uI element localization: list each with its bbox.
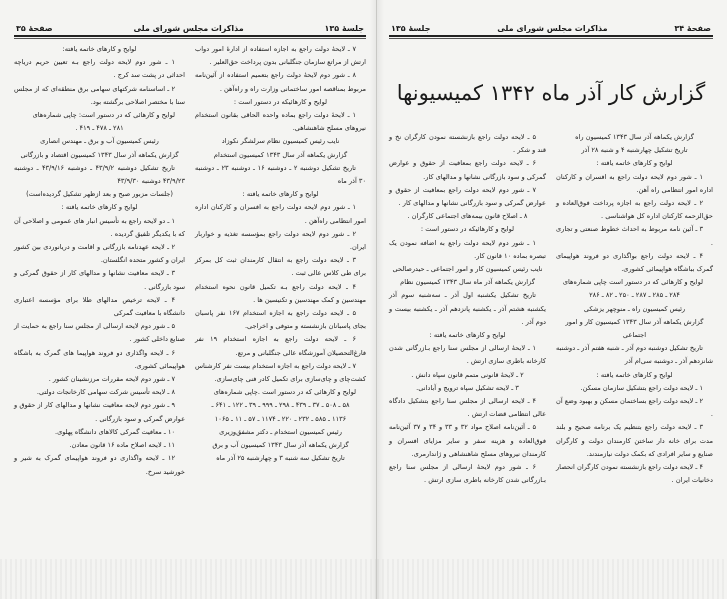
paragraph: ۱۱۳۶ ـ ۵۸۵ ـ ۲۳۲ ـ ۲۲۰ ـ ۱۱۷۴ ـ ۵۷ ـ ۱۱ ـ ۱۰۶۵ bbox=[214, 414, 347, 423]
column-left bbox=[389, 131, 546, 487]
paragraph: تاریخ تشکیل یکشنبه اول آذر ـ سه‌شنبه سوم آذر یکشنبه هشتم آذر ـ یکشنبه پانزدهم آذر ـ یکشنبه بیست و دوم آذر . bbox=[389, 291, 546, 326]
header-rule bbox=[389, 38, 713, 39]
journal-title: مذاکرات مجلس شورای ملی bbox=[133, 24, 244, 33]
paragraph: ۵ ـ لایحه دولت راجع به اجازه استخدام ۱۶۷ نفر پاسبان بجای پاسبانان بازنشسته و متوفی و اخراجی. bbox=[195, 309, 366, 331]
paragraph: نایب رئیس کمیسیون نظام سرلشگر نکوزاد bbox=[221, 137, 340, 146]
paragraph: ۳ ـ لایحه دولت راجع بتنظیم یک برنامه صحیح و بلند مدت برای خانه دار ساختن کارمندان دولت و کارگران صنایع و سایر افرادی که بکمک دولت نیازمندند. bbox=[556, 423, 713, 458]
paragraph: ۵ ـ شور دوم لایحه ارسالی از مجلس سنا راجع به حمایت از صنایع داخلی کشور . bbox=[14, 322, 185, 344]
paragraph: تاریخ تشکیل دوشنبه دوم آذر ـ شنبه هفتم آذر ـ دوشنبه شانزدهم آذر ـ دوشنبه سی‌ام آذر bbox=[556, 344, 713, 366]
paragraph: ۶ ـ لایحه دولت راجع به اجازه استخدام ۱۹ نفر فارغ‌التحصیلان آموزشگاه عالی جنگلبانی و مرتع. bbox=[195, 335, 366, 357]
paragraph: لوایح و کارهای خاتمه یافته: bbox=[62, 45, 137, 53]
paragraph: تاریخ تشکیل چهارشنبه ۴ و شنبه ۲۸ آذر bbox=[581, 146, 688, 155]
paragraph: ۷ ـ لایحه دولت راجع به اجازه استخدام بیست نفر کارشناس کشت‌چای و چای‌سازی برای تکمیل کادر فنی چای‌سازی. bbox=[195, 361, 366, 384]
paragraph: گزارش یکماهه آذر سال ۱۳۴۳ کمیسیون آب و برق bbox=[212, 441, 349, 450]
paragraph: ۳ ـ آئین نامه مربوط به احداث خطوط صنعتی و تجاری . bbox=[556, 225, 713, 247]
paragraph: لوایح و کارهای خاتمه یافته : bbox=[61, 203, 138, 212]
running-head bbox=[14, 24, 366, 37]
paragraph: ۱ ـ شور دوم لایحه دولت راجع به افسران و کارکنان اداره امور انتظامی راه‌آهن . bbox=[195, 203, 366, 225]
paragraph: تاریخ تشکیل دوشنبه ۴۳/۹/۲ ـ دوشنبه ۴۳/۹/۱۶ ـ دوشنبه ۴۳/۹/۲۳ دوشنبه ۴۳/۹/۳۰ bbox=[14, 163, 185, 186]
paragraph: ۸ ـ شور دوم لایحهٔ دولت راجع بتعمیم استفاده از آئین‌نامه مربوط بمناقصه امور ساختمانی وزارت راه و راه‌آهن . bbox=[195, 71, 366, 93]
paragraph: لوایح و کارهای خاتمه یافته : bbox=[596, 159, 673, 168]
paragraph: ۲۸۱ ـ ۴۷۸ ـ ۴۱۹ . bbox=[75, 124, 124, 133]
paragraph: ۱ ـ شور دوم لایحه دولت راجع به اضافه نمودن یک تبصره بماده ۱۰ قانون کار. bbox=[389, 238, 546, 260]
paragraph: ۸ ـ لایحه تأسیس شرکت سهامی کارخانجات دولتی. bbox=[36, 388, 175, 397]
paragraph: ۶ ـ شور دوم لایحهٔ ارسالی از مجلس سنا راجع بـازرگانی شدن کارخانه باطری سازی ارتش . bbox=[389, 463, 546, 485]
paragraph: ۱۲ ـ لایحه واگذاری دو فروند هواپیمای گمرک به شیر و خورشید سرخ. bbox=[14, 454, 185, 476]
paragraph: گزارش یکماهه آذر سال ۱۳۴۳ کمیسیون اقتصاد و بازرگانی bbox=[20, 150, 179, 159]
paragraph: لوایح و کارهائی که در دستور است چاپی شماره‌های bbox=[562, 278, 703, 287]
paragraph: ۵ ـ آئین‌نامه اصلاح مواد ۳۲ و ۳۳ و ۳۴ و ۳۷ آئین‌نامه فوق‌العاده و هزینه سفر و سایر مزایای افسران و کارمندان نیروهای مسلح شاهنشاهی و ژاندارمری. bbox=[389, 423, 546, 458]
paragraph: لوایح و کارهای خاتمه یافته : bbox=[596, 370, 673, 379]
scan-noise bbox=[0, 559, 376, 599]
page-number: صفحهٔ ۳۴ bbox=[674, 24, 711, 33]
paragraph: لوایح و کارهای خاتمه یافته : bbox=[429, 331, 506, 340]
header-rule bbox=[14, 38, 366, 39]
paragraph: ۱۰ ـ معافیت گمرکی کالاهای دانشگاه پهلوی. bbox=[54, 427, 175, 436]
paragraph: رئیس کمیسیون استخدام ـ دکتر مشفق‌وزیری bbox=[219, 427, 342, 436]
paragraph: گزارش یکماهه آذر سال ۱۳۴۳ کمیسیون راه bbox=[575, 133, 694, 141]
paragraph: لوایح و کارهائی که در دستور است .چاپی شماره‌های bbox=[213, 388, 356, 397]
paragraph: رئیس کمیسیون آب و برق ـ مهندس انصاری bbox=[40, 137, 159, 146]
running-head bbox=[389, 24, 713, 37]
paragraph: ۷ ـ لایحهٔ دولت راجع به اجازه استفاده از ادارهٔ امور دواب ارتش از مراتع سازمان جنگلبانی بدون پرداخت حق‌العلیر . bbox=[195, 45, 366, 67]
column-right bbox=[195, 43, 366, 479]
scan-noise bbox=[377, 559, 727, 599]
paragraph: ۱ ـ لایحه دولت راجع بتشکیل سازمان مسکن. bbox=[580, 383, 703, 392]
paragraph: گزارش یکماهه آذر سال ۱۳۴۳ کمیسیون کار و امور اجتماعی bbox=[565, 317, 704, 340]
paragraph: ۹ ـ شور دوم لایحه معافیت نشانها و مدالهای کار از حقوق و عوارض گمرکی و سود بازرگانی . bbox=[14, 401, 185, 423]
paragraph: گزارش یکماهه آذر سال ۱۳۴۳ کمیسیون استخدام bbox=[213, 150, 348, 159]
paragraph: ۲ ـ لایحهٔ قانونی متمم قانون سپاه دانش . bbox=[411, 370, 524, 379]
paragraph: ۴ ـ لایحه دولت راجع بـه تکمیل قانون نحوه استخدام مهندسین و کمک مهندسین و تکنیسین ها . bbox=[195, 282, 366, 304]
paragraph: ۵۸ ـ ۵۰۸ ـ ۳۷ ـ ۴۳۹ ـ ۲۹۸ ـ ۹۹۹ ـ ۳۹ ـ ۱۲۲ ـ ۶۴۱ ـ bbox=[211, 401, 350, 410]
paragraph: تاریخ تشکیل سه شنبه ۳ و چهارشنبه ۲۵ آذر ماه bbox=[216, 454, 345, 463]
paragraph: لوایح و کارهای خاتمه یافته : bbox=[242, 190, 319, 199]
paragraph: ۴ ـ لایحه ترخیص مدالهای طلا برای مؤسسه اعتباری دانشگاه با معافیت گمرکی bbox=[14, 295, 185, 318]
paragraph: ۲ ـ لایحه عهدنامه بازرگانی و اقامت و دریانوردی بین کشور ایران و کشور متحده انگلستان. bbox=[14, 243, 185, 265]
page-number: صفحهٔ ۳۵ bbox=[16, 24, 53, 33]
paragraph: رئیس کمیسیون راه ـ منوچهر یزشکی bbox=[583, 304, 686, 313]
paragraph: ۲۸۴ ـ ۲۸۵ ـ ۲۸۷ ـ ۲۵۰ ـ ۸۲ ـ ۲۸۶ bbox=[589, 291, 680, 300]
book-gutter bbox=[370, 0, 384, 599]
session-number: جلسهٔ ۱۳۵ bbox=[324, 24, 364, 33]
columns bbox=[389, 131, 713, 487]
paragraph: (جلسات مزبور صبح و بعد ازظهر تشکیل گردیده‌است) bbox=[26, 190, 173, 199]
paragraph: ۱۱ ـ لایحه اصلاح ماده ۱۶ قانون معادن. bbox=[69, 441, 175, 450]
paragraph: لوایح و کارهائی که در دستور است: چاپی شماره‌های bbox=[32, 111, 175, 120]
paragraph: ۶ ـ لایحه واگذاری دو فروند هواپیما های گمرک به باشگاه هواپیمائی کشوری. bbox=[14, 348, 185, 370]
page-title: گزارش کار آذر ماه ۱۳۴۲ کمیسیونها bbox=[396, 81, 706, 105]
paragraph: ۱ ـ لایحهٔ ارسالی از مجلس سنا راجع بـازرگانی شدن کارخانه باطری سازی ارتش . bbox=[389, 344, 546, 366]
paragraph: ۲ ـ لایحه دولت راجع بساختمان مسکن و بهبود وضع آن . bbox=[556, 397, 713, 419]
paragraph: ۳ ـ لایحه معافیت نشانها و مدالهای کار از حقوق گمرکی و سود بازرگانی . bbox=[14, 269, 185, 291]
paragraph: ۳ ـ لایحه دولت راجع به انتقال کارمندان ثبت کل بمرکز برای طی کلاس عالی ثبت . bbox=[195, 256, 366, 278]
paragraph: ۱ ـ شور دوم لایحه دولت راجع به افسران و کارکنان اداره امور انتظامی راه آهن. bbox=[556, 172, 713, 194]
paragraph: ۷ ـ شور دوم لایحه دولت راجع بمعافیت از حقوق و عوارض گمرکی و سود بازرگانی نشانها و مدالهای کار . bbox=[389, 185, 546, 208]
paragraph: ۵ ـ لایحه دولت راجع بازنشسته نمودن کارگران نخ و قند و شکر . bbox=[389, 133, 546, 155]
journal-title: مذاکرات مجلس شورای ملی bbox=[497, 24, 608, 33]
page-34 bbox=[376, 0, 727, 599]
paragraph: ۴ ـ لایحه دولت راجع بازنشسته نمودن کارگران انحصار دخانیات ایران . bbox=[556, 463, 713, 485]
paragraph: ۲ ـ شور دوم لایحه دولت راجع بمؤسسه تغذیه و خواربار ایران. bbox=[195, 229, 366, 252]
column-right bbox=[556, 131, 713, 487]
paragraph: ۴ ـ لایحه ارسالی از مجلس سنا راجع بتشکیل دادگاه عالی انتظامی قضات ارتش . bbox=[389, 397, 546, 419]
session-number: جلسهٔ ۱۳۵ bbox=[391, 24, 431, 33]
paragraph: ۱ ـ شور دوم لایحه دولت راجع بـه تعیین حریم دریاچه احداثی در پشت سد کرج . bbox=[14, 58, 185, 80]
paragraph: نایب رئیس کمیسیون کار و امور اجتماعی ـ حیدرصالحی bbox=[392, 265, 543, 274]
paragraph: ۲ ـ لایحه دولت راجع به اجازه پرداخت فوق‌العاده و حق‌الزحمه کارکنان اداره کل هواشناسی . bbox=[556, 199, 713, 221]
paragraph: لوایح و کارهائیکه در دستور است : bbox=[233, 97, 328, 106]
paragraph: ۱ ـ لایحهٔ دولت راجع بماده واحده الحاقی بقانون استخدام نیروهای مسلح شاهنشاهی. bbox=[195, 111, 366, 133]
paragraph: ۴ ـ لایحه دولت راجع بواگذاری دو فروند هواپیمای گمرک بباشگاه هواپیمائی کشوری. bbox=[556, 251, 713, 274]
paragraph: گزارش یکماهه آذر ماه سال ۱۳۴۳ کمیسیون نظام bbox=[400, 278, 535, 287]
paragraph: تاریخ تشکیل دوشنبه ۲ ـ دوشنبه ۱۶ ـ دوشنبه ۲۳ ـ دوشنبه ۳۰ آذر ماه bbox=[195, 163, 366, 186]
paragraph: ۳ ـ لایحه تشکیل سپاه ترویج و آبادانی. bbox=[416, 383, 519, 392]
paragraph: ۶ ـ لایحه دولت راجع بمعافیت از حقوق و عوارض گمرکی و سود بازرگانی نشانها و مدالهای کار. bbox=[389, 159, 546, 181]
paragraph: ۸ ـ اصلاح قانون بیمه‌های اجتماعی کارگران . bbox=[407, 212, 528, 221]
paragraph: ۲ ـ اساسنامه شرکتهای سهامی برق منطقه‌ای که از مجلس سنا با مختصر اصلاحی برگشته بود. bbox=[14, 84, 185, 106]
paragraph: لوایح و کارهائیکه در دستور است : bbox=[420, 225, 515, 234]
columns bbox=[14, 43, 366, 479]
column-left bbox=[14, 43, 185, 479]
paragraph: ۱ ـ دو لایحه راجع به تأسیس انبار های عمومی و اصلاحی آن که با یکدیگر تلفیق گردیده . bbox=[14, 216, 185, 238]
paragraph: ۷ ـ شور دوم لایحه مقررات مرزنشینان کشور . bbox=[48, 375, 175, 384]
